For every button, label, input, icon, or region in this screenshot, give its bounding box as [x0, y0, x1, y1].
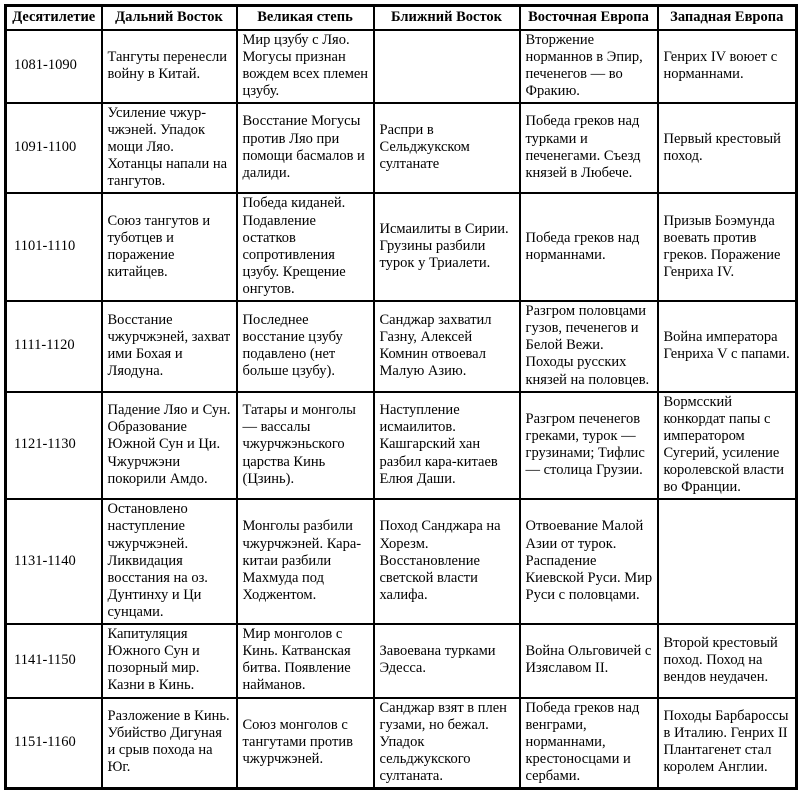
event-cell: Победа греков над турками и печенегами. Съезд князей в Любече. [520, 103, 658, 194]
event-cell: Первый крестовый поход. [658, 103, 797, 194]
column-header-1: Дальний Восток [102, 6, 237, 30]
table-row [6, 698, 797, 789]
event-cell: Исмаилиты в Сирии. Грузины разбили турок у Триалети. [374, 193, 520, 301]
event-cell: Падение Ляо и Сун. Образование Южной Сун и Ци. Чжурчжэни покорили Амдо. [102, 392, 237, 500]
event-cell: Завоевана турками Эдесса. [374, 624, 520, 697]
event-cell: Отвоевание Малой Азии от турок. Распадение Киевской Руси. Мир Руси с половцами. [520, 499, 658, 624]
event-cell: Победа греков над норманнами. [520, 193, 658, 301]
event-cell: Последнее восстание цзубу подавлено (нет больше цзубу). [237, 301, 374, 392]
column-header-4: Восточная Европа [520, 6, 658, 30]
event-cell: Мир монголов с Кинь. Катванская битва. Появление найманов. [237, 624, 374, 697]
event-cell: Восстание чжурчжэней, захват ими Бохая и Ляодуна. [102, 301, 237, 392]
table-row [6, 193, 797, 301]
event-cell: Разложение в Кинь. Убийство Дигуная и срыв похода на Юг. [102, 698, 237, 789]
column-header-0: Десятилетие [6, 6, 102, 30]
column-header-2: Великая степь [237, 6, 374, 30]
event-cell [658, 499, 797, 624]
table-row [6, 301, 797, 392]
decade-cell: 1121-1130 [6, 392, 102, 500]
table-row [6, 30, 797, 103]
event-cell [374, 30, 520, 103]
event-cell: Капитуляция Южного Сун и позорный мир. Казни в Кинь. [102, 624, 237, 697]
event-cell: Союз тангутов и туботцев и поражение китайцев. [102, 193, 237, 301]
event-cell: Разгром печенегов греками, турок — грузинами; Тифлис — столица Грузии. [520, 392, 658, 500]
event-cell: Санджар взят в плен гузами, но бежал. Упадок сельджукского султаната. [374, 698, 520, 789]
event-cell: Наступление исмаилитов. Кашгарский хан разбил кара-китаев Елюя Даши. [374, 392, 520, 500]
event-cell: Вторжение норманнов в Эпир, печенегов — во Фракию. [520, 30, 658, 103]
table-row [6, 103, 797, 194]
decade-cell: 1151-1160 [6, 698, 102, 789]
event-cell: Восстание Могусы против Ляо при помощи басмалов и далиди. [237, 103, 374, 194]
decade-cell: 1131-1140 [6, 499, 102, 624]
decade-cell: 1111-1120 [6, 301, 102, 392]
decade-cell: 1101-1110 [6, 193, 102, 301]
event-cell: Мир цзубу с Ляо. Могусы признан вождем всех племен цзубу. [237, 30, 374, 103]
event-cell: Разгром половцами гузов, печенегов и Белой Вежи. Походы русских князей на половцев. [520, 301, 658, 392]
event-cell: Остановлено наступление чжурчжэней. Ликвидация восстания на оз. Дунтинху и Ци сунцами. [102, 499, 237, 624]
event-cell: Поход Санджара на Хорезм. Восстановление светской власти халифа. [374, 499, 520, 624]
event-cell: Война императора Генриха V с папами. [658, 301, 797, 392]
event-cell: Победа киданей. Подавление остатков сопротивления цзубу. Крещение онгутов. [237, 193, 374, 301]
event-cell: Второй крестовый поход. Поход на вендов неудачен. [658, 624, 797, 697]
event-cell: Победа греков над венграми, норманнами, крестоносцами и сербами. [520, 698, 658, 789]
column-header-3: Ближний Восток [374, 6, 520, 30]
table-row [6, 499, 797, 624]
event-cell: Призыв Боэмунда воевать против греков. Поражение Генриха IV. [658, 193, 797, 301]
event-cell: Усиление чжур-чжэней. Упадок мощи Ляо. Хотанцы напали на тангутов. [102, 103, 237, 194]
event-cell: Война Ольговичей с Изяславом II. [520, 624, 658, 697]
event-cell: Союз монголов с тангутами против чжурчжэней. [237, 698, 374, 789]
event-cell: Монголы разбили чжурчжэней. Кара-китаи разбили Махмуда под Ходжентом. [237, 499, 374, 624]
header-row [6, 6, 797, 30]
column-header-5: Западная Европа [658, 6, 797, 30]
table-row [6, 392, 797, 500]
decade-cell: 1091-1100 [6, 103, 102, 194]
table-row [6, 624, 797, 697]
event-cell: Вормсский конкордат папы с императором Сугерий, усиление королевской власти во Франции. [658, 392, 797, 500]
decade-cell: 1141-1150 [6, 624, 102, 697]
event-cell: Распри в Сельджукском султанате [374, 103, 520, 194]
event-cell: Санджар захватил Газну, Алексей Комнин отвоевал Малую Азию. [374, 301, 520, 392]
event-cell: Походы Барбароссы в Италию. Генрих II Плантагенет стал королем Англии. [658, 698, 797, 789]
history-timeline-table [4, 4, 798, 790]
event-cell: Татары и монголы — вассалы чжурчжэньского царства Кинь (Цзинь). [237, 392, 374, 500]
event-cell: Генрих IV воюет с норманнами. [658, 30, 797, 103]
decade-cell: 1081-1090 [6, 30, 102, 103]
event-cell: Тангуты перенесли войну в Китай. [102, 30, 237, 103]
